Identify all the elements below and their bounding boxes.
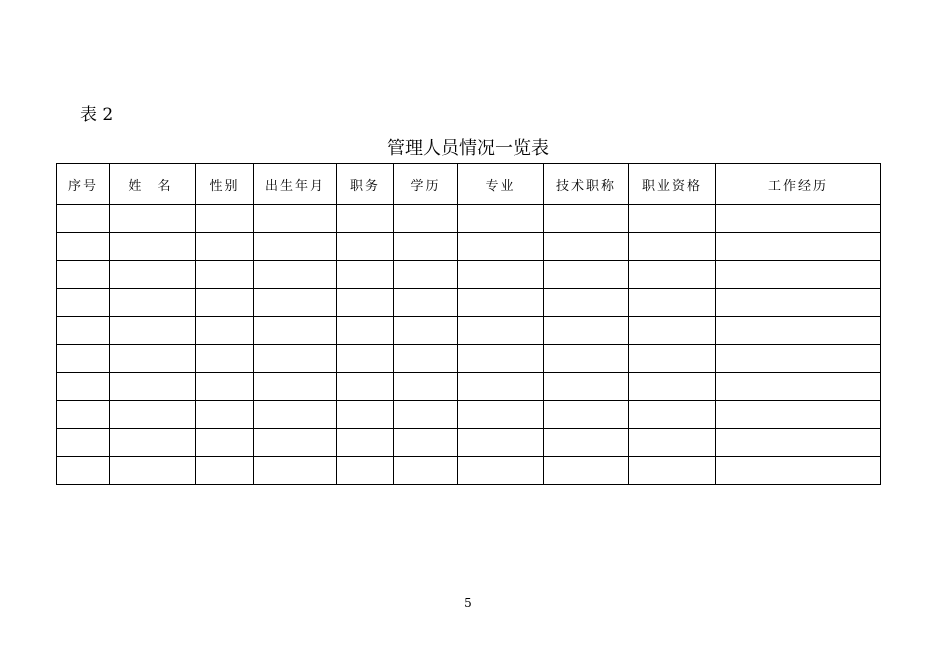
table-cell[interactable] [57, 289, 110, 317]
table-cell[interactable] [629, 317, 716, 345]
table-cell[interactable] [254, 261, 337, 289]
table-cell[interactable] [196, 261, 254, 289]
table-cell[interactable] [544, 345, 629, 373]
table-row [57, 205, 881, 233]
table-cell[interactable] [337, 233, 394, 261]
table-cell[interactable] [254, 233, 337, 261]
table-cell[interactable] [394, 261, 458, 289]
table-cell[interactable] [196, 429, 254, 457]
table-cell[interactable] [629, 401, 716, 429]
table-cell[interactable] [716, 373, 881, 401]
table-cell[interactable] [394, 345, 458, 373]
table-cell[interactable] [196, 457, 254, 485]
table-row [57, 261, 881, 289]
column-header-gender: 性别 [196, 164, 254, 205]
table-cell[interactable] [196, 345, 254, 373]
table-cell[interactable] [196, 373, 254, 401]
table-cell[interactable] [254, 373, 337, 401]
table-cell[interactable] [110, 345, 196, 373]
table-row [57, 401, 881, 429]
table-cell[interactable] [394, 233, 458, 261]
table-cell[interactable] [629, 345, 716, 373]
table-body [57, 205, 881, 485]
table-cell[interactable] [458, 233, 544, 261]
table-cell[interactable] [629, 373, 716, 401]
table-cell[interactable] [629, 233, 716, 261]
table-row [57, 233, 881, 261]
table-cell[interactable] [629, 457, 716, 485]
table-cell[interactable] [544, 205, 629, 233]
table-cell[interactable] [394, 457, 458, 485]
table-cell[interactable] [544, 261, 629, 289]
table-cell[interactable] [337, 205, 394, 233]
table-cell[interactable] [458, 289, 544, 317]
table-cell[interactable] [458, 401, 544, 429]
table-cell[interactable] [629, 205, 716, 233]
table-cell[interactable] [716, 261, 881, 289]
table-cell[interactable] [110, 233, 196, 261]
table-cell[interactable] [196, 317, 254, 345]
table-cell[interactable] [196, 205, 254, 233]
table-cell[interactable] [110, 457, 196, 485]
table-cell[interactable] [110, 317, 196, 345]
table-cell[interactable] [337, 289, 394, 317]
column-header-index: 序号 [57, 164, 110, 205]
table-cell[interactable] [337, 345, 394, 373]
column-header-technical-title: 技术职称 [544, 164, 629, 205]
table-cell[interactable] [254, 205, 337, 233]
table-cell[interactable] [458, 261, 544, 289]
table-cell[interactable] [716, 289, 881, 317]
column-header-position: 职务 [337, 164, 394, 205]
table-row [57, 373, 881, 401]
table-cell[interactable] [394, 317, 458, 345]
table-cell[interactable] [458, 317, 544, 345]
table-cell[interactable] [57, 401, 110, 429]
table-cell[interactable] [544, 233, 629, 261]
table-cell[interactable] [110, 401, 196, 429]
table-cell[interactable] [57, 345, 110, 373]
table-cell[interactable] [716, 205, 881, 233]
table-row [57, 317, 881, 345]
table-cell[interactable] [254, 401, 337, 429]
table-cell[interactable] [716, 345, 881, 373]
table-cell[interactable] [196, 233, 254, 261]
table-cell[interactable] [716, 317, 881, 345]
header-row [57, 164, 881, 205]
table-cell[interactable] [544, 457, 629, 485]
table-cell[interactable] [544, 373, 629, 401]
column-header-qualification: 职业资格 [629, 164, 716, 205]
table-cell[interactable] [337, 317, 394, 345]
table-cell[interactable] [716, 233, 881, 261]
column-header-birth-date: 出生年月 [254, 164, 337, 205]
table-cell[interactable] [57, 317, 110, 345]
table-cell[interactable] [337, 373, 394, 401]
table-cell[interactable] [110, 289, 196, 317]
personnel-table [56, 163, 881, 485]
column-header-work-experience: 工作经历 [716, 164, 881, 205]
table-cell[interactable] [394, 373, 458, 401]
page-number: 5 [464, 596, 472, 610]
column-header-education: 学历 [394, 164, 458, 205]
column-header-major: 专业 [458, 164, 544, 205]
table-cell[interactable] [57, 373, 110, 401]
table-cell[interactable] [629, 289, 716, 317]
table-cell[interactable] [254, 429, 337, 457]
table-cell[interactable] [110, 205, 196, 233]
page-title-text: 管理人员情况一览表 [387, 138, 549, 159]
table-cell[interactable] [716, 401, 881, 429]
table-cell[interactable] [394, 205, 458, 233]
table-cell[interactable] [337, 429, 394, 457]
table-cell[interactable] [110, 261, 196, 289]
table-cell[interactable] [544, 289, 629, 317]
table-cell[interactable] [196, 289, 254, 317]
table-cell[interactable] [57, 261, 110, 289]
table-cell[interactable] [57, 457, 110, 485]
table-cell[interactable] [57, 429, 110, 457]
table-cell[interactable] [458, 429, 544, 457]
table-cell[interactable] [254, 457, 337, 485]
table-cell[interactable] [544, 317, 629, 345]
table-cell[interactable] [254, 289, 337, 317]
table-cell[interactable] [458, 457, 544, 485]
table-cell[interactable] [196, 401, 254, 429]
table-row [57, 289, 881, 317]
table-cell[interactable] [544, 429, 629, 457]
table-cell[interactable] [394, 401, 458, 429]
table-row [57, 345, 881, 373]
table-cell[interactable] [716, 457, 881, 485]
table-cell[interactable] [337, 401, 394, 429]
table-cell[interactable] [629, 261, 716, 289]
table-cell[interactable] [458, 373, 544, 401]
table-cell[interactable] [110, 373, 196, 401]
table-cell[interactable] [254, 317, 337, 345]
table-label: 表 2 [80, 105, 114, 125]
table-cell[interactable] [337, 261, 394, 289]
table-row [57, 429, 881, 457]
column-header-name: 姓 名 [110, 164, 196, 205]
page-title [0, 137, 936, 161]
table-row [57, 457, 881, 485]
table-cell[interactable] [458, 345, 544, 373]
table-cell[interactable] [57, 205, 110, 233]
table-cell[interactable] [544, 401, 629, 429]
table-cell[interactable] [716, 429, 881, 457]
table-cell[interactable] [110, 429, 196, 457]
table-cell[interactable] [629, 429, 716, 457]
table-cell[interactable] [458, 205, 544, 233]
table-cell[interactable] [254, 345, 337, 373]
table-cell[interactable] [337, 457, 394, 485]
table-cell[interactable] [57, 233, 110, 261]
table-cell[interactable] [394, 289, 458, 317]
table-header [57, 164, 881, 205]
table-cell[interactable] [394, 429, 458, 457]
